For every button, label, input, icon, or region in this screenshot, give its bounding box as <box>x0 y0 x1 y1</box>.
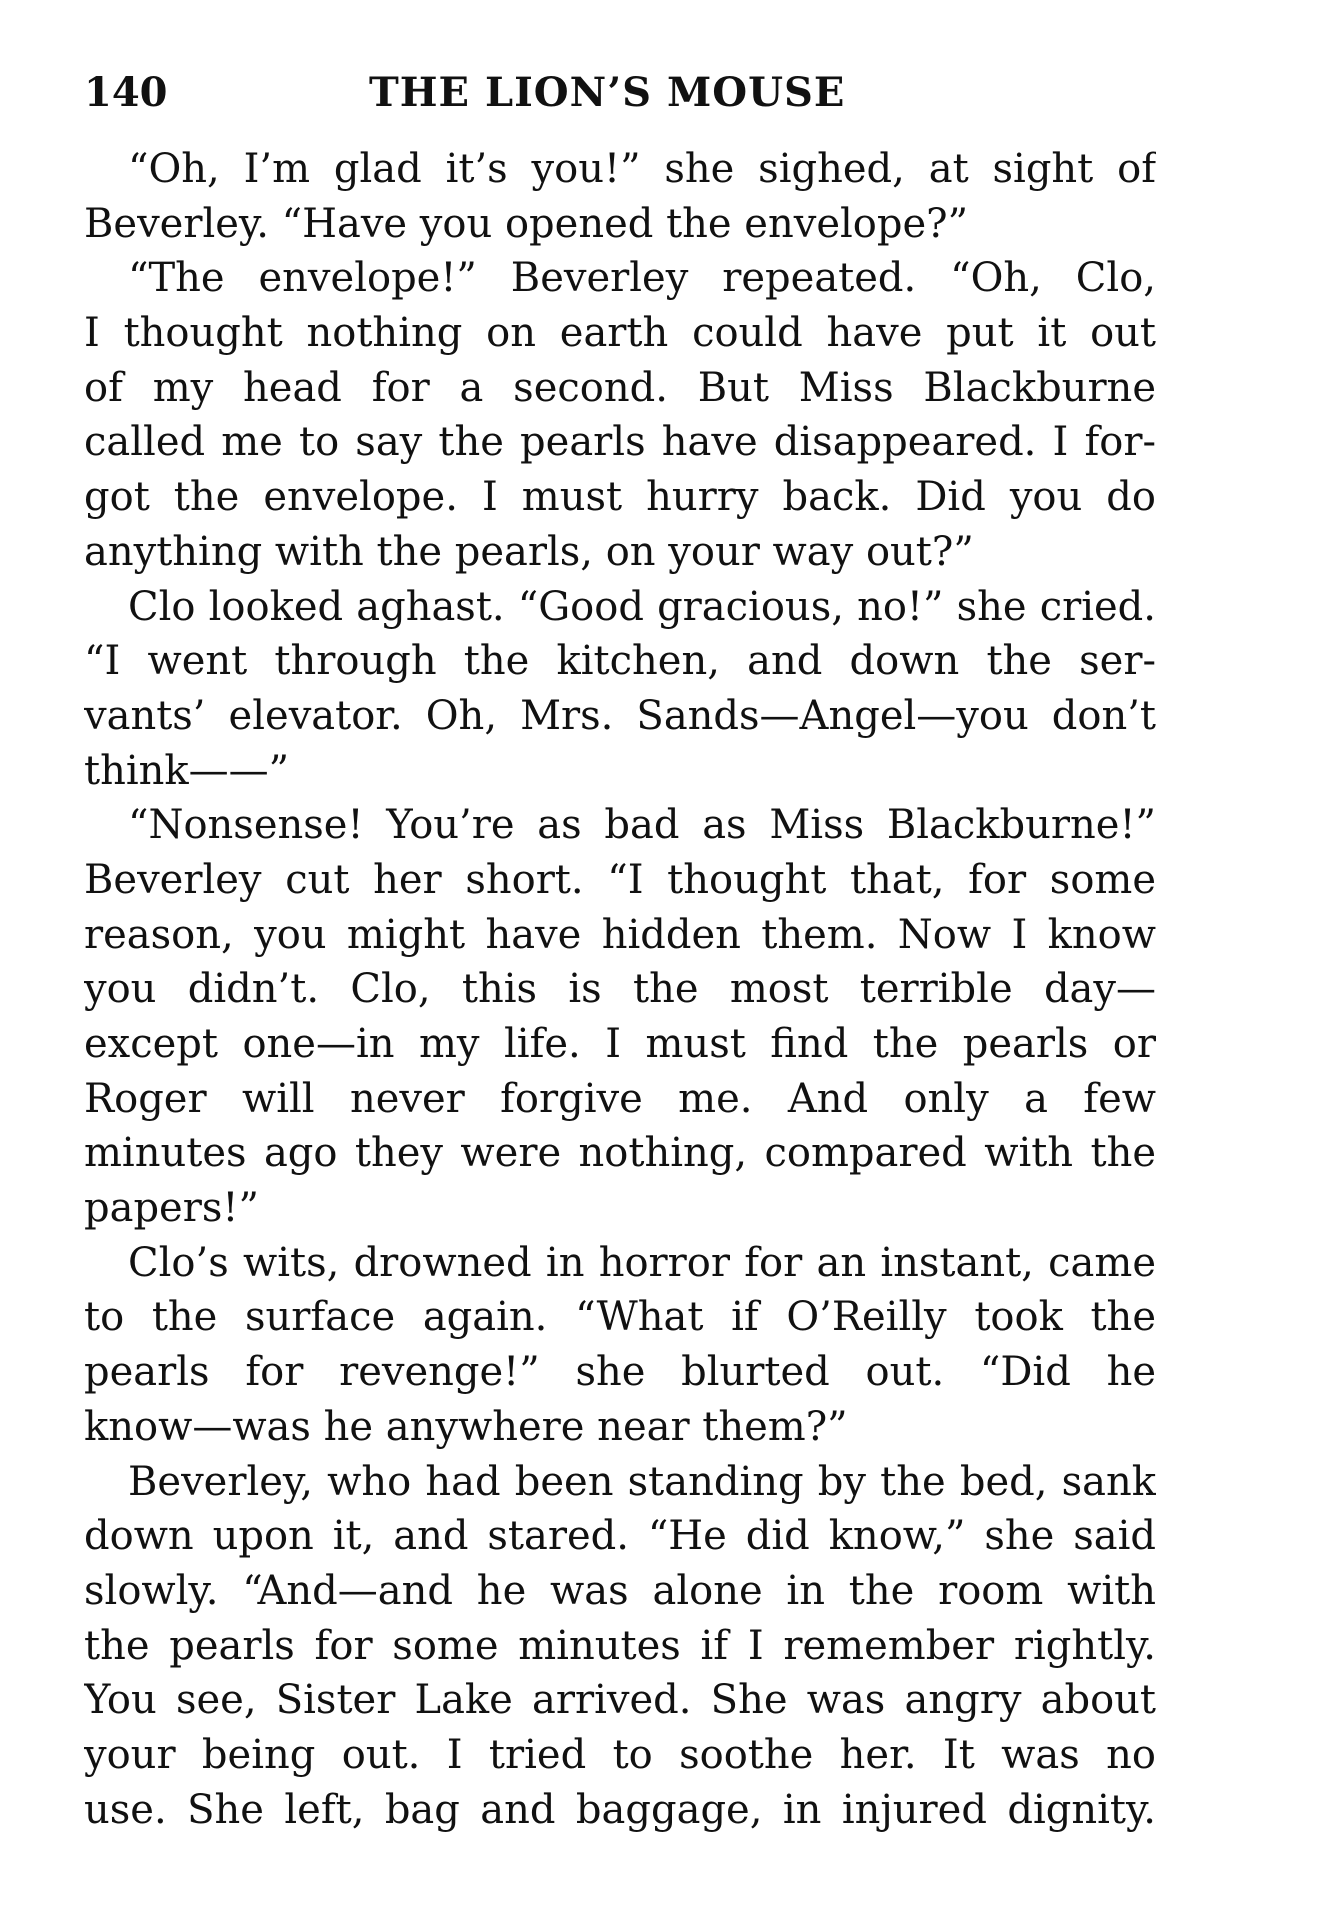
book-title: THE LION’S MOUSE <box>369 69 846 116</box>
text-line: reason, you might have hidden them. Now I know <box>84 911 1156 958</box>
body-text <box>84 142 1156 1837</box>
text-line: except one—in my life. I must find the pearls or <box>84 1021 1156 1067</box>
running-head <box>84 58 1156 128</box>
text-line: of my head for a second. But Miss Blackburne <box>84 364 1156 411</box>
text-line: “Oh, I’m glad it’s you!” she sighed, at sight of <box>128 146 1156 192</box>
text-line: Beverley. “Have you opened the envelope?” <box>84 200 969 247</box>
text-line: Clo’s wits, drowned in horror for an instant, came <box>128 1239 1156 1286</box>
text-line: your being out. I tried to soothe her. It was no <box>84 1731 1156 1778</box>
text-line: got the envelope. I must hurry back. Did you do <box>84 474 1156 521</box>
text-line: pearls for revenge!” she blurted out. “Did he <box>84 1349 1156 1396</box>
text-line: minutes ago they were nothing, compared with the <box>84 1130 1156 1177</box>
text-line: “Nonsense! You’re as bad as Miss Blackburne!” <box>128 802 1156 849</box>
text-line: called me to say the pearls have disappeared. I for- <box>84 419 1156 466</box>
text-line: “I went through the kitchen, and down the ser- <box>84 638 1156 685</box>
text-line: think——” <box>84 747 290 794</box>
text-line: to the surface again. “What if O’Reilly took the <box>84 1294 1156 1341</box>
text-line: “The envelope!” Beverley repeated. “Oh, Clo, <box>128 255 1156 302</box>
text-line: you didn’t. Clo, this is the most terrible day— <box>84 966 1156 1013</box>
text-line: You see, Sister Lake arrived. She was angry about <box>84 1677 1156 1724</box>
text-line: Beverley, who had been standing by the bed, sank <box>128 1458 1156 1505</box>
text-line: slowly. “And—and he was alone in the room with <box>84 1567 1156 1614</box>
text-line: down upon it, and stared. “He did know,” she said <box>84 1513 1156 1560</box>
text-line: papers!” <box>84 1185 259 1232</box>
text-line: know—was he anywhere near them?” <box>84 1403 848 1450</box>
text-line: the pearls for some minutes if I remember rightly. <box>84 1622 1156 1669</box>
page-number: 140 <box>84 69 168 116</box>
text-line: I thought nothing on earth could have put it out <box>84 310 1156 357</box>
text-line: Beverley cut her short. “I thought that, for some <box>84 856 1156 903</box>
text-line: vants’ elevator. Oh, Mrs. Sands—Angel—you don’t <box>84 692 1156 739</box>
text-line: use. She left, bag and baggage, in injured dignity. <box>84 1786 1156 1833</box>
text-line: Clo looked aghast. “Good gracious, no!” she cried. <box>128 583 1156 630</box>
text-line: anything with the pearls, on your way out?” <box>84 528 974 575</box>
text-line: Roger will never forgive me. And only a few <box>84 1075 1156 1122</box>
